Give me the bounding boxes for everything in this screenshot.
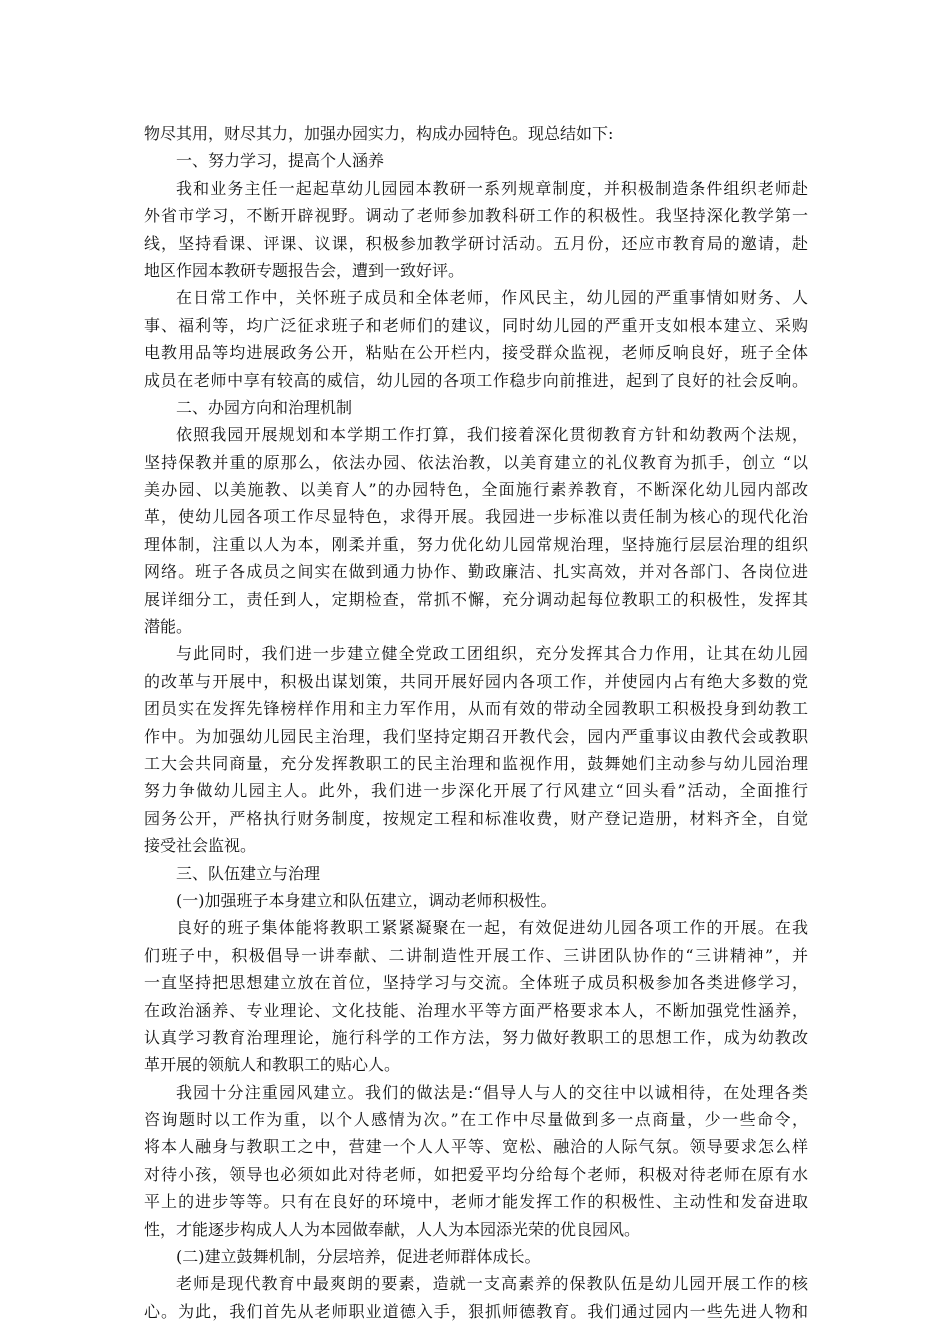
text-line: 心。为此，我们首先从老师职业道德入手，狠抓师德教育。我们通过园内一些先进人物和 (144, 1301, 808, 1321)
text-line: (一)加强班子本身建立和队伍建立，调动老师积极性。 (176, 890, 557, 910)
text-line: (二)建立鼓舞机制，分层培养，促进老师群体成长。 (176, 1247, 541, 1267)
text-line: 成员在老师中享有较高的威信，幼儿园的各项工作稳步向前推进，起到了良好的社会反响。 (144, 370, 808, 390)
text-line: 将本人融身与教职工之中，营建一个人人平等、宽松、融洽的人际气氛。领导要求怎么样 (144, 1137, 808, 1157)
document-body (144, 120, 808, 1325)
text-line: 革，使幼儿园各项工作尽显特色，求得开展。我园进一步标准以责任制为核心的现代化治 (144, 507, 808, 527)
text-line: 们班子中，积极倡导一讲奉献、二讲制造性开展工作、三讲团队协作的“三讲精神”，并 (144, 945, 808, 965)
text-line: 我和业务主任一起起草幼儿园园本教研一系列规章制度，并积极制造条件组织老师赴 (176, 178, 808, 198)
text-line: 二、办园方向和治理机制 (176, 397, 353, 417)
text-line: 线，坚持看课、评课、议课，积极参加教学研讨活动。五月份，还应市教育局的邀请，赴 (144, 233, 808, 253)
text-line: 努力争做幼儿园主人。此外，我们进一步深化开展了行风建立“回头看”活动，全面推行 (144, 781, 808, 801)
text-line: 潜能。 (144, 617, 193, 637)
text-line: 对待小孩，领导也必须如此对待老师，如把爱平均分给每个老师，积极对待老师在原有水 (144, 1164, 808, 1184)
text-line: 在日常工作中，关怀班子成员和全体老师，作风民主，幼儿园的严重事情如财务、人 (176, 288, 808, 308)
text-line: 物尽其用，财尽其力，加强办园实力，构成办园特色。现总结如下: (144, 124, 614, 143)
text-line: 理体制，注重以人为本，刚柔并重，努力优化幼儿园常规治理，坚持施行层层治理的组织 (144, 534, 808, 554)
text-line: 认真学习教育治理理论，施行科学的工作方法，努力做好教职工的思想工作，成为幼教改 (144, 1027, 808, 1047)
text-line: 工大会共同商量，充分发挥教职工的民主治理和监视作用，鼓舞她们主动参与幼儿园治理 (144, 753, 808, 773)
text-line: 作中。为加强幼儿园民主治理，我们坚持定期召开教代会，园内严重事议由教代会或教职 (144, 726, 808, 746)
text-line: 老师是现代教育中最爽朗的要素，造就一支高素养的保教队伍是幼儿园开展工作的核 (176, 1274, 808, 1294)
text-line: 良好的班子集体能将教职工紧紧凝聚在一起，有效促进幼儿园各项工作的开展。在我 (176, 918, 808, 938)
text-line: 地区作园本教研专题报告会，遭到一致好评。 (144, 260, 465, 280)
text-line: 依照我园开展规划和本学期工作打算，我们接着深化贯彻教育方针和幼教两个法规， (176, 425, 808, 445)
text-line: 接受社会监视。 (144, 836, 257, 856)
text-line: 平上的进步等等。只有在良好的环境中，老师才能发挥工作的积极性、主动性和发奋进取 (144, 1192, 808, 1212)
text-line: 性，才能逐步构成人人为本园做奉献，人人为本园添光荣的优良园风。 (144, 1219, 641, 1239)
text-line: 美办园、以美施教、以美育人”的办园特色，全面施行素养教育，不断深化幼儿园内部改 (144, 480, 808, 500)
text-line: 事、福利等，均广泛征求班子和老师们的建议，同时幼儿园的严重开支如根本建立、采购 (144, 315, 808, 335)
text-line: 坚持保教并重的原那么，依法办园、依法治教，以美育建立的礼仪教育为抓手，创立 “以 (144, 452, 808, 472)
text-line: 园务公开，严格执行财务制度，按规定工程和标准收费，财产登记造册，材料齐全，自觉 (144, 808, 808, 828)
text-line: 网络。班子各成员之间实在做到通力协作、勤政廉洁、扎实高效，并对各部门、各岗位进 (144, 562, 808, 582)
text-line: 电教用品等均进展政务公开，粘贴在公开栏内，接受群众监视，老师反响良好，班子全体 (144, 343, 808, 363)
text-line: 我园十分注重园风建立。我们的做法是:“倡导人与人的交往中以诚相待，在处理各类 (176, 1082, 808, 1102)
text-line: 革开展的领航人和教职工的贴心人。 (144, 1055, 401, 1075)
text-line: 一直坚持把思想建立放在首位，坚持学习与交流。全体班子成员积极参加各类进修学习， (144, 973, 808, 993)
text-line: 展详细分工，责任到人，定期检查，常抓不懈，充分调动起每位教职工的积极性，发挥其 (144, 589, 808, 609)
text-line: 三、队伍建立与治理 (176, 863, 321, 883)
text-line: 在政治涵养、专业理论、文化技能、治理水平等方面严格要求本人，不断加强党性涵养， (144, 1000, 808, 1020)
text-line: 外省市学习，不断开辟视野。调动了老师参加教科研工作的积极性。我坚持深化教学第一 (144, 206, 808, 226)
text-line: 团员实在发挥先锋榜样作用和主力军作用，从而有效的带动全园教职工积极投身到幼教工 (144, 699, 808, 719)
text-line: 咨询题时以工作为重，以个人感情为次。”在工作中尽量做到多一点商量，少一些命令， (144, 1110, 808, 1130)
text-line: 的改革与开展中，积极出谋划策，共同开展好园内各项工作，并使园内占有绝大多数的党 (144, 671, 808, 691)
text-line: 一、努力学习，提高个人涵养 (176, 151, 385, 171)
text-line: 与此同时，我们进一步建立健全党政工团组织，充分发挥其合力作用，让其在幼儿园 (176, 644, 808, 664)
